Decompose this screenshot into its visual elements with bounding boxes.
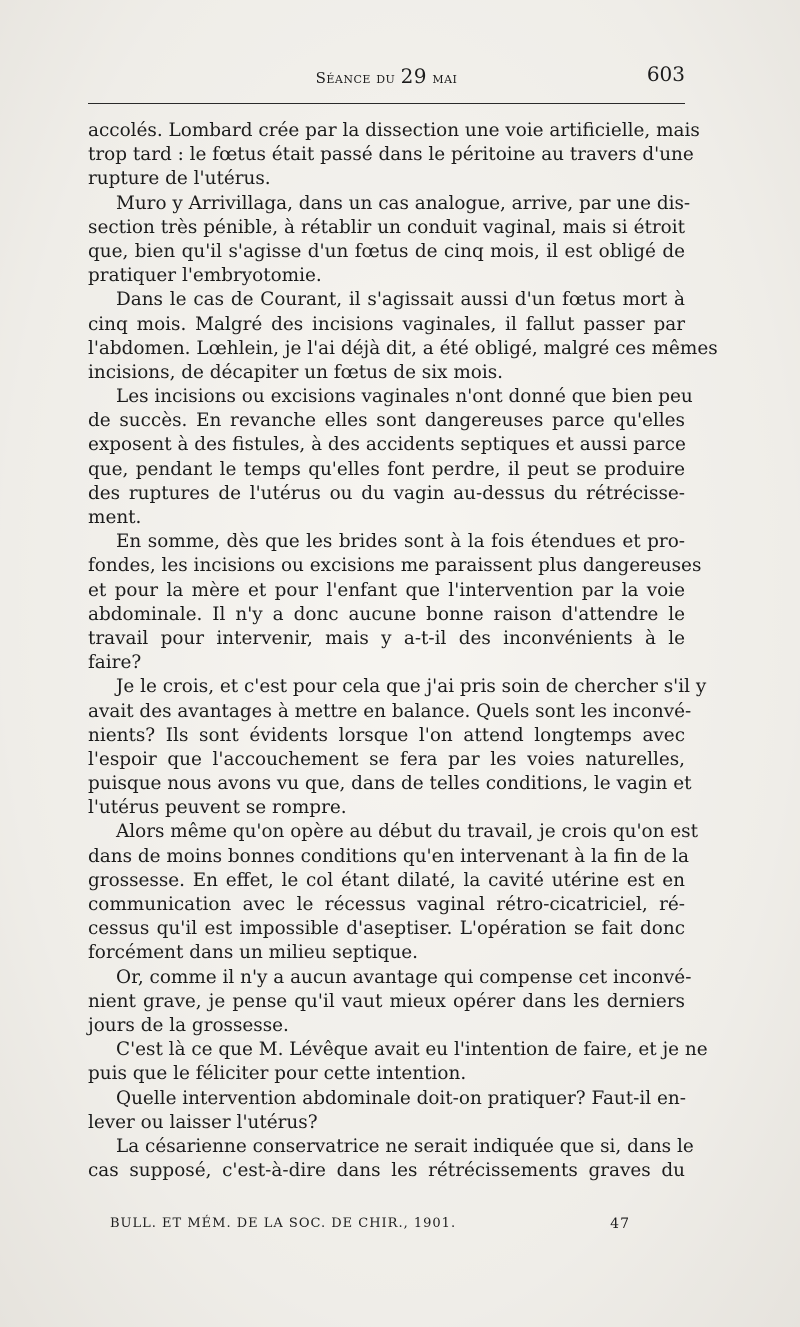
text-line: trop tard : le fœtus était passé dans le péritoine au travers d'une bbox=[88, 144, 694, 166]
text-line: Or, comme il n'y a aucun avantage qui compense cet inconvé- bbox=[116, 966, 692, 988]
text-line: et pour la mère et pour l'enfant que l'intervention par la voie bbox=[88, 579, 685, 601]
page-footer bbox=[110, 1216, 630, 1236]
text-line: Dans le cas de Courant, il s'agissait aussi d'un fœtus mort à bbox=[116, 289, 685, 311]
text-line: puis que le féliciter pour cette intention. bbox=[88, 1063, 467, 1085]
text-line: section très pénible, à rétablir un conduit vaginal, mais si étroit bbox=[88, 216, 685, 238]
text-line: cinq mois. Malgré des incisions vaginales, il fallut passer par bbox=[88, 313, 685, 335]
text-line: l'utérus peuvent se rompre. bbox=[88, 797, 347, 819]
text-line: avait des avantages à mettre en balance. Quels sont les inconvé- bbox=[88, 700, 692, 722]
text-line: l'espoir que l'accouchement se fera par les voies naturelles, bbox=[88, 748, 685, 770]
signature-mark: 47 bbox=[610, 1216, 630, 1232]
header-title-month: mai bbox=[432, 69, 458, 87]
text-line: abdominale. Il n'y a donc aucune bonne raison d'attendre le bbox=[88, 603, 685, 625]
text-line: jours de la grossesse. bbox=[88, 1014, 289, 1036]
text-line: cessus qu'il est impossible d'aseptiser. L'opération se fait donc bbox=[88, 918, 685, 940]
running-header bbox=[88, 60, 685, 90]
text-line: C'est là ce que M. Lévêque avait eu l'intention de faire, et je ne bbox=[116, 1039, 708, 1061]
text-line: forcément dans un milieu septique. bbox=[88, 942, 419, 964]
text-line: rupture de l'utérus. bbox=[88, 168, 271, 190]
journal-citation: BULL. ET MÉM. DE LA SOC. DE CHIR., 1901. bbox=[110, 1216, 457, 1231]
text-line: nients? Ils sont évidents lorsque l'on attend longtemps avec bbox=[88, 724, 685, 746]
header-rule bbox=[88, 103, 685, 104]
text-line: cas supposé, c'est-à-dire dans les rétrécissements graves du bbox=[88, 1160, 685, 1182]
text-line: lever ou laisser l'utérus? bbox=[88, 1111, 318, 1133]
text-line: grossesse. En effet, le col étant dilaté, la cavité utérine est en bbox=[88, 869, 685, 891]
text-line: La césarienne conservatrice ne serait indiquée que si, dans le bbox=[116, 1135, 694, 1157]
body-text bbox=[88, 119, 718, 1183]
text-line: travail pour intervenir, mais y a-t-il des inconvénients à le bbox=[88, 627, 685, 649]
text-line: des ruptures de l'utérus ou du vagin au-dessus du rétrécisse- bbox=[88, 482, 685, 504]
text-line: pratiquer l'embryotomie. bbox=[88, 265, 322, 287]
text-line: exposent à des fistules, à des accidents septiques et aussi parce bbox=[88, 434, 686, 456]
text-line: dans de moins bonnes conditions qu'en intervenant à la fin de la bbox=[88, 845, 689, 867]
text-line: fondes, les incisions ou excisions me paraissent plus dangereuses bbox=[88, 555, 702, 577]
text-line: que, bien qu'il s'agisse d'un fœtus de cinq mois, il est obligé de bbox=[88, 240, 685, 262]
header-title bbox=[88, 64, 685, 88]
text-line: accolés. Lombard crée par la dissection une voie artificielle, mais bbox=[88, 120, 700, 141]
header-title-prefix: Séance du bbox=[315, 69, 396, 87]
text-line: Je le crois, et c'est pour cela que j'ai pris soin de chercher s'il y bbox=[116, 676, 707, 698]
header-title-day: 29 bbox=[400, 64, 428, 88]
text-line: En somme, dès que les brides sont à la fois étendues et pro- bbox=[116, 531, 685, 553]
text-line: Alors même qu'on opère au début du travail, je crois qu'on est bbox=[116, 821, 698, 843]
text-line: faire? bbox=[88, 652, 142, 674]
text-line: incisions, de décapiter un fœtus de six mois. bbox=[88, 361, 504, 383]
text-line: ment. bbox=[88, 507, 142, 528]
text-line: communication avec le récessus vaginal rétro-cicatriciel, ré- bbox=[88, 894, 685, 915]
text-line: de succès. En revanche elles sont dangereuses parce qu'elles bbox=[88, 410, 685, 432]
text-line: que, pendant le temps qu'elles font perdre, il peut se produire bbox=[88, 458, 685, 480]
text-line: Quelle intervention abdominale doit-on pratiquer? Faut-il en- bbox=[116, 1087, 686, 1109]
text-line: nient grave, je pense qu'il vaut mieux opérer dans les derniers bbox=[88, 990, 685, 1012]
text-line: Les incisions ou excisions vaginales n'ont donné que bien peu bbox=[116, 386, 693, 408]
text-line: Muro y Arrivillaga, dans un cas analogue, arrive, par une dis- bbox=[116, 192, 691, 214]
text-line: puisque nous avons vu que, dans de telles conditions, le vagin et bbox=[88, 773, 692, 795]
text-line: l'abdomen. Lœhlein, je l'ai déjà dit, a été obligé, malgré ces mêmes bbox=[88, 337, 718, 359]
page-number: 603 bbox=[646, 62, 685, 86]
